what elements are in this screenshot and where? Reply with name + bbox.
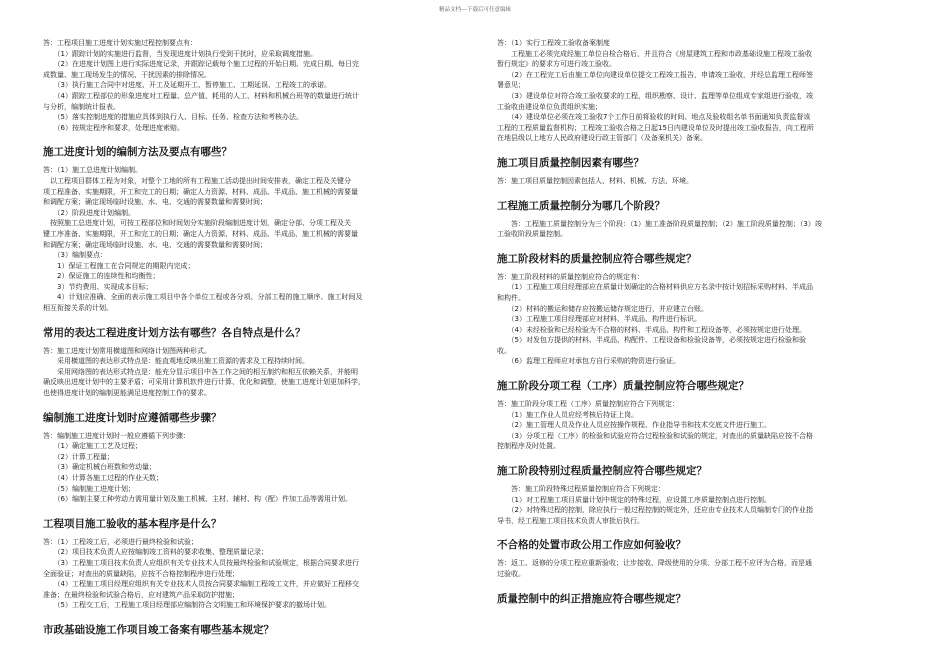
- body-line: （1）对工程施工项目质量计划中规定的特殊过程，应设置工序质量控制点进行控制。: [497, 495, 771, 504]
- section-heading: 施工进度计划的编制方法及要点有哪些？: [43, 146, 232, 159]
- body-line: （4）工程施工项目经理应组织有关专业技术人员按合同要求编制工程竣工文件，并应做好工程移交: [43, 580, 359, 589]
- body-line: 确反映出进度计划中的主要矛盾；可采用计算机软件进行计算、优化和调整，使施工进度计划更加科学，: [43, 378, 365, 387]
- body-line: 成数量、施工现场发生的情况、干扰因素的排除情况。: [43, 70, 211, 79]
- body-line: 按照施工总进度计划，可按工程部位和时间划分实施阶段编制进度计划，确定分部、分项工程及关: [43, 219, 351, 228]
- body-line: （2）对特殊过程的控制，除应执行一般过程控制的规定外，还应由专业技术人员编制专门的作业指: [497, 506, 813, 515]
- body-line: （4）跟踪工程部位的形象进度对工程量、总产值、耗用的人工、材料和机械台班等的数量进行统计: [43, 91, 359, 100]
- body-line: 暂行规定》的要求方可进行竣工验收。: [497, 60, 616, 69]
- body-line: 工验收阶段质量控制。: [497, 230, 567, 239]
- body-line: （3）编制要点：: [43, 251, 107, 260]
- body-line: 答：施工进度计划常用横道图和网络计划图两种形式。: [43, 346, 211, 355]
- right-column: [497, 38, 895, 612]
- body-line: 工程的工程质量监督机构；工程竣工验收合格之日起15日内建设单位及时提出竣工验收报告，向工程所: [497, 123, 814, 132]
- body-line: （4）未经检验和已经检验为不合格的材料、半成品、构件和工程设备等，必须按规定进行处理。: [497, 325, 806, 334]
- body-line: 控制程序及时处置。: [497, 442, 560, 451]
- body-line: （6）按规定程序和要求，处理进度索赔。: [43, 123, 184, 132]
- body-line: 与分析，编制统计报表。: [43, 102, 120, 111]
- body-line: （2）在工程完工后由施工单位向建设单位提交工程竣工报告，申请竣工验收，并经总监理工程师签: [497, 70, 813, 79]
- body-line: 相互衔接关系的计划。: [43, 304, 113, 313]
- body-line: 答：（1）实行工程竣工验收备案制度: [497, 39, 610, 47]
- body-line: （4）建设单位必须在竣工验收7个工作日前将验收的时间、地点及验收组名单书面通知负责监督该: [497, 113, 811, 122]
- body-line: 答：工程施工质量控制分为三个阶段：（1）施工准备阶段质量控制；（2）施工阶段质量控制；（3）竣: [497, 219, 822, 228]
- body-line: 答：（1）施工总进度计划编制。: [43, 166, 142, 175]
- body-line: （1）跟踪计划的实施进行监督，当发现进度计划执行受到干扰时，应采取调度措施。: [43, 49, 317, 58]
- body-line: （1）确定施工工艺及过程；: [43, 442, 142, 451]
- body-line: 键工序准备、实施期限，开工和完工的日期；确定人力资源、材料、成品、半成品、施工机械的需要量: [43, 229, 358, 238]
- body-line: （5）对发包方提供的材料、半成品、构配件、工程设备和检验设备等，必须按规定进行检验和验: [497, 336, 806, 345]
- body-line: 答：施工阶段材料的质量控制应符合的规定有：: [497, 272, 644, 281]
- body-line: 答：工程项目施工进度计划实施过程控制要点有：: [43, 39, 197, 47]
- section-heading: 不合格的处置市政公用工作应如何验收？: [497, 539, 686, 552]
- body-line: （2）在进度计划图上进行实际进度记录，并跟踪记载每个施工过程的开始日期、完成日期、每日完: [43, 60, 359, 69]
- body-line: 和调配方案；确定现场临时设施、水、电、交通的需要数量和需要时间；: [43, 240, 267, 249]
- body-line: （2）项目技术负责人应按编制竣工资料的要求收集、整理质量记录；: [43, 548, 268, 557]
- body-line: 工程施工必须完成经施工单位自检合格后，并且符合《房屋建筑工程和市政基础设施工程竣工验收: [497, 49, 812, 58]
- page-header: 精品文档---下载后可任意编辑: [439, 7, 511, 13]
- body-line: （4）计算各施工过程的作业天数；: [43, 474, 163, 482]
- body-line: 导书，经工程施工项目技术负责人审批后执行。: [497, 516, 644, 525]
- body-line: 和调配方案；确定现场临时设施、水、电、交通的需要数量和需要时间；: [43, 198, 267, 207]
- body-line: （3）确定机械台班数和劳动量；: [43, 463, 156, 472]
- body-line: （3）工程施工项目技术负责人应组织有关专业技术人员按最终检验和试验规定，根据合同要求进行: [43, 558, 359, 567]
- section-heading: 施工阶段分项工程（工序）质量控制应符合哪些规定？: [497, 380, 749, 393]
- body-line: 答：（1）工程竣工后，必须进行最终检验和试验；: [43, 537, 198, 546]
- section-heading: 质量控制中的纠正措施应符合哪些规定？: [497, 592, 686, 605]
- body-line: （3）分项工程（工序）的检验和试验应符合过程检验和试验的规定，对查出的质量缺陷应按不合格: [497, 431, 813, 440]
- body-line: 2）保证施工的连续性和均衡性；: [43, 272, 160, 281]
- section-heading: 编制施工进度计划时应遵循哪些步骤？: [43, 411, 222, 424]
- body-line: 和构件。: [497, 293, 525, 302]
- section-heading: 常用的表达工程进度计划方法有哪些？各自特点是什么？: [43, 326, 306, 339]
- body-line: 工验收由建设单位负责组织实施；: [497, 102, 602, 111]
- body-line: （5）落实控制进度的措施应具体到执行人、目标、任务、检查方法和考核办法。: [43, 113, 303, 122]
- body-line: 署意见；: [497, 81, 525, 90]
- body-line: 答：编制施工进度计划时一般应遵循下列步骤：: [43, 431, 190, 440]
- section-heading: 施工阶段材料的质量控制应符合哪些规定？: [497, 252, 697, 265]
- section-heading: 施工阶段特别过程质量控制应符合哪些规定？: [497, 465, 707, 478]
- body-line: （1）施工作业人员应经考核后持证上岗。: [497, 410, 638, 419]
- body-line: （6）编制主要工种劳动力需用量计划及施工机械、主材、辅材、构（配）件加工品等需用计划。: [43, 495, 352, 504]
- body-line: （5）编制施工进度计划；: [43, 484, 135, 493]
- body-line: （3）执行施工合同中对进度、开工及延期开工、暂停施工、工期延误、工程竣工的承诺。: [43, 81, 331, 90]
- body-line: （2）施工管理人员及作业人员应按操作规程、作业指导书和技术交底文件进行施工。: [497, 421, 771, 430]
- body-line: 项工程准备、实施期限，开工和完工的日期；确定人力资源、材料、成品、半成品、施工机械的需要量: [43, 187, 358, 196]
- section-heading: 施工项目质量控制因素有哪些？: [497, 156, 644, 169]
- section-heading: 工程施工质量控制分为哪几个阶段？: [497, 199, 665, 212]
- section-heading: 工程项目施工验收的基本程序是什么？: [43, 517, 222, 530]
- body-line: 也使得进度计划的编制更能满足进度控制工作的要求。: [43, 389, 211, 398]
- body-line: 采用网络图的表达形式特点是：能充分显示项目中各工作之间的相互制约和相互依赖关系，并能明: [43, 367, 358, 376]
- body-line: （2）材料的搬运和储存应按搬运储存规定进行，并应建立台账。: [497, 304, 708, 313]
- left-column: [43, 38, 441, 643]
- section-heading: 市政基础设施工作项目竣工备案有哪些基本规定？: [43, 623, 274, 636]
- body-line: （2）阶段进度计划编制。: [43, 208, 135, 217]
- body-line: （2）计算工程量；: [43, 452, 114, 461]
- body-line: 收。: [497, 346, 511, 355]
- body-line: 答：返工、返修的分项工程应重新验收；让步接收、降级使用的分项、分部工程不应评为合格，而是通: [497, 559, 812, 568]
- body-line: 答：施工阶段分项工程（工序）质量控制应符合下列规定：: [497, 400, 679, 409]
- body-line: （6）监理工程师应对承包方自行采购的物资进行验证。: [497, 357, 680, 366]
- body-line: 以工程项目群体工程为对象，对整个工地的所有工程施工活动提出时间安排表，确定工程及关键分: [43, 176, 351, 185]
- body-line: 过验收。: [497, 570, 525, 578]
- body-line: 准备；在最终检验和试验合格后，应对建筑产品采取防护措施；: [43, 590, 239, 599]
- body-line: 4）计划应准确、全面的表示施工项目中各个单位工程或各分项、分部工程的施工顺序、施工时间及: [43, 293, 363, 302]
- body-line: 全面验证；对查出的质量缺陷，应按不合格控制程序进行处理；: [43, 569, 239, 578]
- body-line: 采用横道图的表达形式特点是：能直观地反映出施工资源的需求及工程持续时间。: [43, 357, 309, 366]
- body-line: （1）工程施工项目经理部应在质量计划确定的合格材料供应方名录中按计划招标采购材料、半成品: [497, 283, 813, 292]
- body-line: 3）节约费用、实现成本目标；: [43, 282, 153, 291]
- body-line: 答：施工阶段特殊过程质量控制应符合下列规定：: [497, 485, 665, 494]
- body-line: （3）建设单位对符合竣工验收要求的工程，组织勘察、设计、监理等单位组成专家组进行验收，竣: [497, 91, 813, 100]
- body-line: 1）保证工程施工在合同规定的期限内完成；: [43, 261, 195, 270]
- body-line: （5）工程交工后，工程施工项目经理部应编制符合文明施工和环境保护要求的撤场计划。: [43, 601, 331, 610]
- body-line: 在地县级以上地方人民政府建设行政主管部门（及备案机关）备案。: [497, 134, 707, 143]
- body-line: 答：施工项目质量控制因素包括人、材料、机械、方法、环境。: [497, 176, 693, 185]
- body-line: （3）工程施工项目经理部应对材料、半成品、构件进行标识。: [497, 315, 701, 324]
